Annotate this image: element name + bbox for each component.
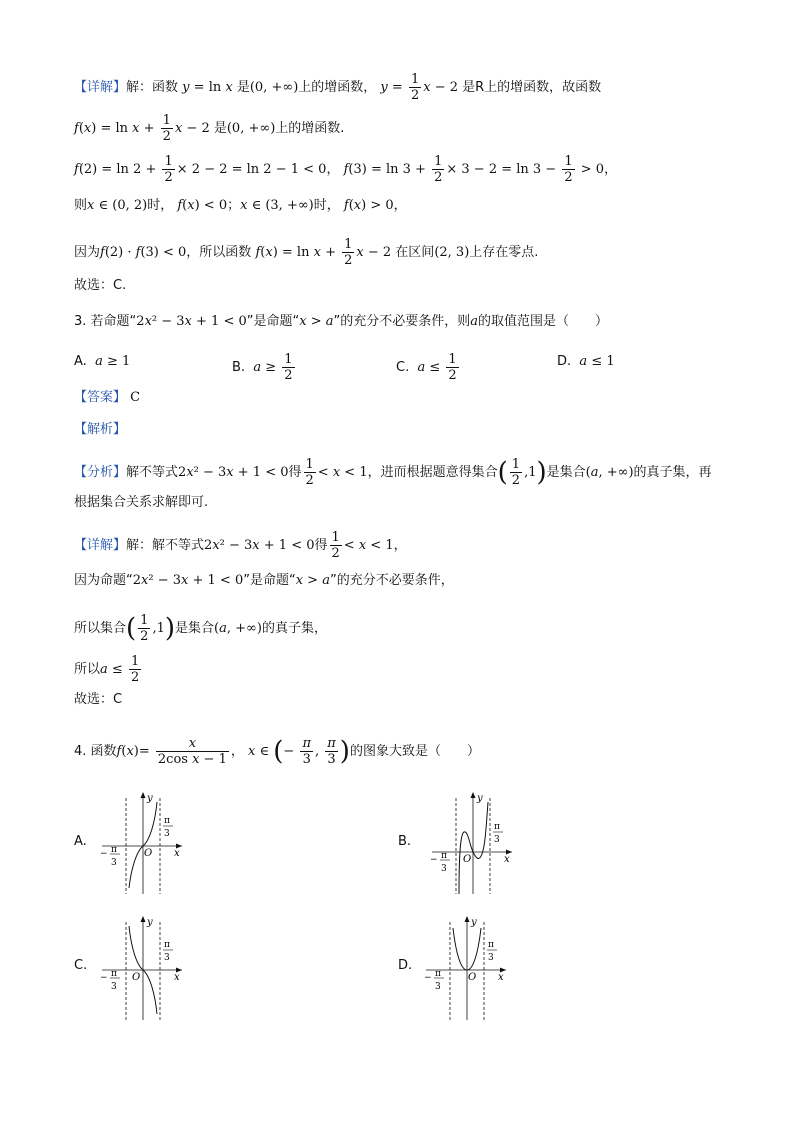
p2-line4: 则x ∈ (0, 2)时， f(x) < 0；x ∈ (3, +∞)时， f(x) > 0， (74, 198, 407, 213)
q3-answer: 【答案】 C (74, 390, 141, 405)
q4-graph-a[interactable] (96, 790, 192, 898)
p2-line1: 【详解】解：函数 y = ln x 是(0, +∞)上的增函数， y = $\frac{1}{2}$ x − 2 是R上的增函数，故函数 (74, 72, 602, 103)
p2-choose: 故选：C. (74, 278, 127, 293)
svg-text:O: O (132, 972, 141, 983)
svg-text:3: 3 (111, 858, 117, 868)
svg-text:3: 3 (164, 953, 170, 963)
svg-text:x: x (504, 854, 510, 865)
svg-text:π: π (164, 940, 170, 950)
q3-stem: 3. 若命题“2x² − 3x + 1 < 0”是命题“x > a”的充分不必要条件，则a的取值范围是（ ） (74, 314, 609, 329)
svg-text:π: π (441, 851, 447, 861)
svg-text:−: − (100, 849, 108, 859)
q4-graph-b[interactable] (426, 790, 522, 898)
q3-option-a[interactable]: A. a ≥ 1 (74, 354, 131, 369)
svg-text:π: π (111, 845, 117, 855)
svg-text:O: O (463, 854, 472, 865)
svg-text:3: 3 (435, 982, 441, 992)
svg-text:O: O (468, 972, 477, 983)
q4-option-d-label[interactable]: D. (398, 958, 413, 973)
svg-text:π: π (111, 969, 117, 979)
svg-text:π: π (488, 940, 494, 950)
svg-text:y: y (471, 917, 477, 928)
q4-stem: 4. 函数f(x)= $\frac{x}{\text{2cos x − 1}}$ ， x ∈ (− $\frac{\pi}{3}$ , $\frac{\pi}{3}$ )的图象大致是（ ） (74, 736, 480, 767)
svg-text:y: y (477, 793, 483, 804)
q3-option-c[interactable]: C. a ≤ $\frac{1}{2}$ (396, 352, 457, 383)
p2-line3: f(2) = ln 2 + $\frac{1}{2}$ × 2 − 2 = ln 2 − 1 < 0， f(3) = ln 3 + $\frac{1}{2}$ × 3 − 2 = ln 3 − $\frac{1}{2}$ > 0， (74, 154, 618, 185)
svg-text:x: x (498, 972, 504, 983)
p2-line5: 因为f(2) · f(3) < 0，所以函数 f(x) = ln x + $\frac{1}{2}$ x − 2 在区间(2, 3)上存在零点. (74, 237, 539, 268)
q4-option-b-label[interactable]: B. (398, 834, 412, 849)
q4-graph-d[interactable] (420, 914, 516, 1024)
svg-text:−: − (430, 855, 438, 865)
svg-text:x: x (174, 848, 180, 859)
p2-line2: f(x) = ln x + $\frac{1}{2}$ x − 2 是(0, +∞)上的增函数. (74, 113, 345, 144)
svg-text:π: π (435, 969, 441, 979)
q4-option-a-label[interactable]: A. (74, 834, 87, 849)
svg-text:3: 3 (488, 953, 494, 963)
svg-text:y: y (147, 793, 153, 804)
q3-choose: 故选：C (74, 692, 123, 707)
q4-graph-c[interactable] (96, 914, 192, 1024)
q3-option-b[interactable]: B. a ≥ $\frac{1}{2}$ (232, 352, 293, 383)
svg-text:3: 3 (494, 835, 500, 845)
q3-analysis-line2: 根据集合关系求解即可. (74, 495, 209, 510)
svg-text:3: 3 (111, 982, 117, 992)
q3-detail-line2: 因为命题“2x² − 3x + 1 < 0”是命题“x > a”的充分不必要条件， (74, 573, 454, 588)
q3-detail-line1: 【详解】解：解不等式2x² − 3x + 1 < 0得 $\frac{1}{2}$ < x < 1， (74, 530, 407, 561)
svg-text:O: O (144, 848, 153, 859)
q3-analysis-tag: 【解析】 (74, 422, 127, 437)
q4-option-c-label[interactable]: C. (74, 958, 88, 973)
svg-text:3: 3 (164, 829, 170, 839)
q3-option-d[interactable]: D. a ≤ 1 (557, 354, 615, 369)
svg-text:x: x (174, 972, 180, 983)
svg-text:−: − (424, 973, 432, 983)
q3-detail-line3: 所以集合( $\frac{1}{2}$ ,1)是集合(a, +∞)的真子集， (74, 613, 327, 644)
svg-text:−: − (100, 973, 108, 983)
q3-analysis-line1: 【分析】解不等式2x² − 3x + 1 < 0得 $\frac{1}{2}$ < x < 1，进而根据题意得集合( $\frac{1}{2}$ ,1)是集合(a, +∞)的真子集，再 (74, 457, 712, 488)
svg-text:π: π (164, 816, 170, 826)
q3-detail-line4: 所以a ≤ $\frac{1}{2}$ (74, 654, 140, 685)
svg-text:y: y (147, 917, 153, 928)
tag-detail: 【详解】 (74, 80, 127, 95)
svg-text:π: π (494, 822, 500, 832)
svg-text:3: 3 (441, 864, 447, 874)
